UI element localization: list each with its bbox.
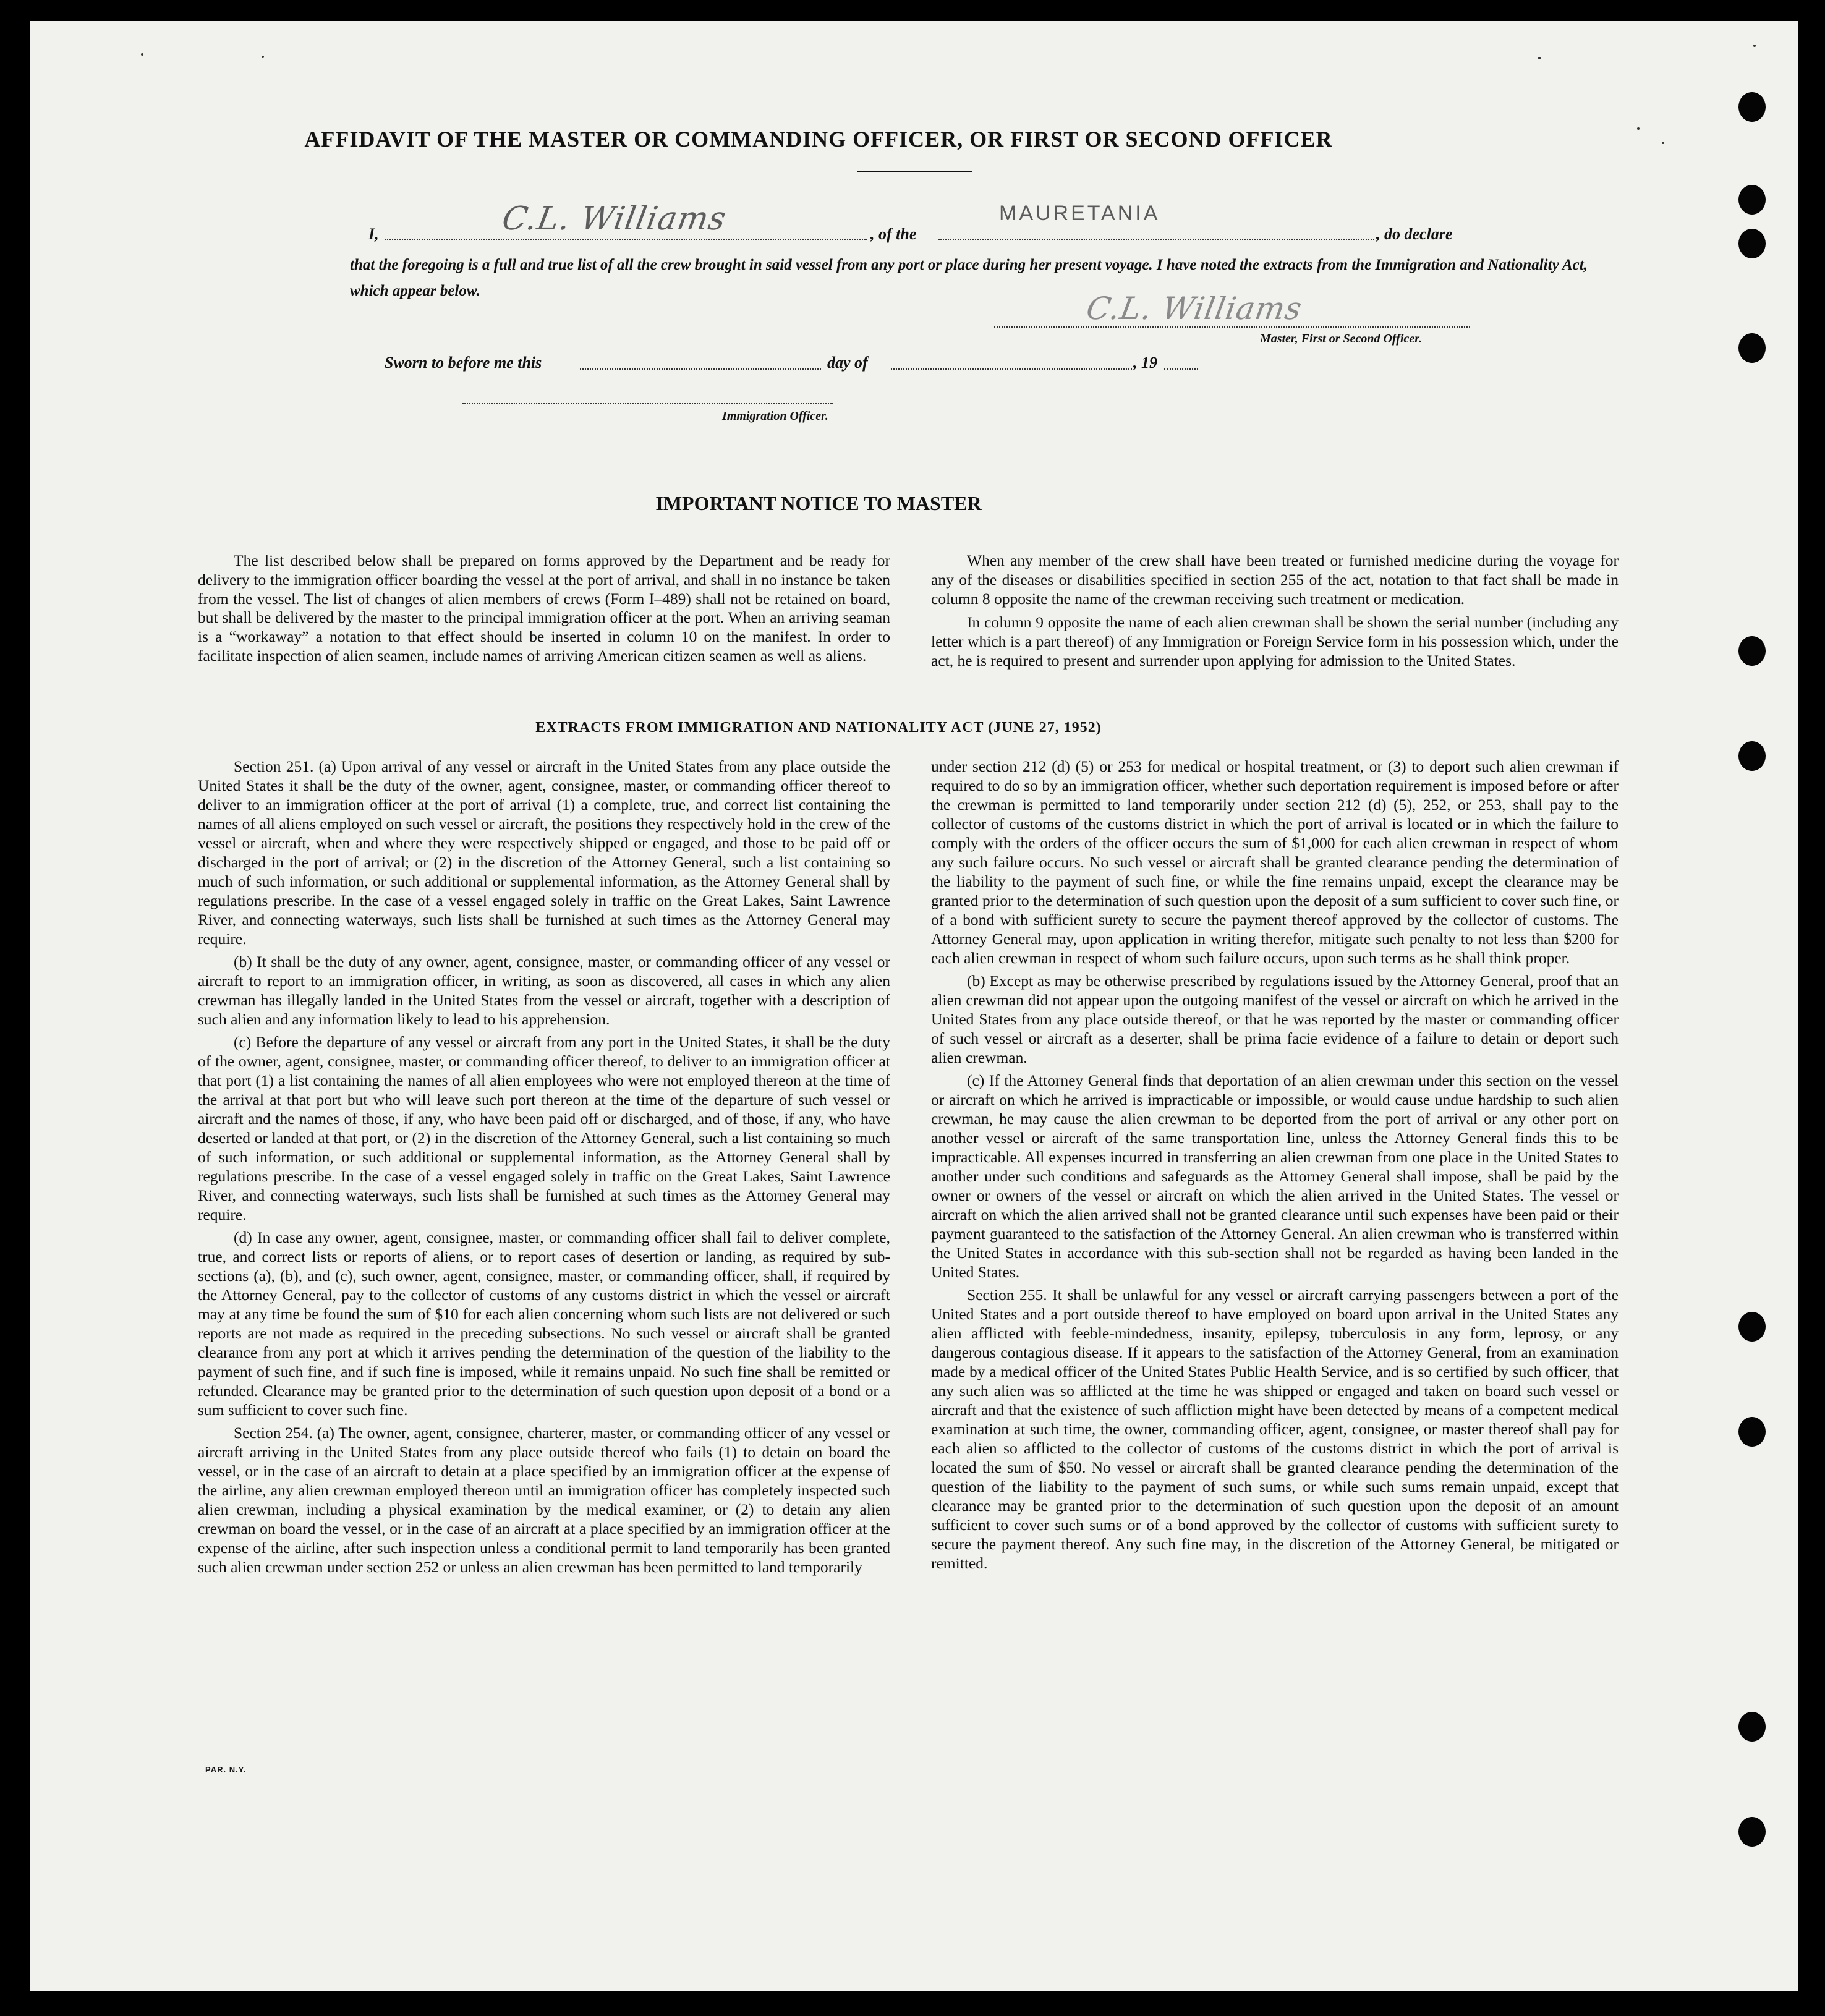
notice-left-column xyxy=(198,551,890,671)
punch-hole xyxy=(1738,636,1766,666)
speck xyxy=(1753,45,1756,47)
punch-hole xyxy=(1738,1417,1766,1447)
notice-paragraph: When any member of the crew shall have been treated or furnished medicine during the voyage for any of the diseases or disabilities specified in section 255 of the act, notation to that fact shall be made in column 8 opposite the name of the crewman receiving such treatment or medication. xyxy=(931,551,1619,608)
punch-hole xyxy=(1738,229,1766,258)
act-section-paragraph: under section 212 (d) (5) or 253 for medical or hospital treatment, or (3) to deport such alien crewman if required to do so by an immigration officer, whether such deportation requirement is imposed before or after the crewman is permitted to land temporarily under section 212 (d) (5), 252, or 253, shall pay to the collector of customs of the customs district in which the port of arrival is located or in which the failure to comply with the orders of the officer occurs the sum of $1,000 for each alien crewman in respect of whom any such failure occurs. No such vessel or aircraft shall be granted clearance pending the determination of the liability to the payment of such fine, or while the fine remains unpaid, except the clearance may be granted prior to the determination of such question upon the deposit of a sum sufficient to cover such fine, or of a bond with sufficient surety to secure the payment thereof approved by the collector of customs. The Attorney General may, upon application in writing therefor, mitigate such penalty to not less than $200 for each alien crewman in respect of whom such failure occurs, upon such terms as he shall think proper. xyxy=(931,757,1619,967)
sworn-text: Sworn to before me this xyxy=(385,354,542,372)
sworn-date-line xyxy=(580,368,821,370)
punch-hole xyxy=(1738,1817,1766,1847)
affidavit-title: AFFIDAVIT OF THE MASTER OR COMMANDING OFFICER, OR FIRST OR SECOND OFFICER xyxy=(304,127,1333,151)
punch-hole xyxy=(1738,92,1766,122)
extracts-title: EXTRACTS FROM IMMIGRATION AND NATIONALITY ACT (JUNE 27, 1952) xyxy=(535,720,1102,736)
act-section-paragraph: (c) Before the departure of any vessel or aircraft from any port in the United States, it shall be the duty of the owner, agent, consignee, master, or commanding officer thereof, to deliver to an immigration officer at that port (1) a list containing the names of all alien employees who were not employed thereon at the time of the arrival at that port but who will leave such port thereon at the time of the departure of such vessel or aircraft and the names of those, if any, who have been paid off or discharged, and of those, if any, who have deserted or landed at that port, or (2) in the discretion of the Attorney General, such a list containing so much of such information, or such additional or supplemental information, as the Attorney General shall by regulations prescribe. In the case of a vessel engaged solely in traffic on the Great Lakes, Saint Lawrence River, and connecting waterways, such lists shall be furnished at such times as the Attorney General may require. xyxy=(198,1033,890,1223)
notice-paragraph: In column 9 opposite the name of each alien crewman shall be shown the serial number (including any letter which is a part thereof) of any Immigration or Foreign Service form in his possession which, under the act, he is required to present and surrender upon applying for admission to the United States. xyxy=(931,613,1619,670)
year-prefix: , 19 xyxy=(1133,354,1157,372)
punch-hole xyxy=(1738,1712,1766,1742)
speck xyxy=(1662,142,1664,144)
notice-right-column xyxy=(931,551,1619,676)
title-rule xyxy=(857,171,972,172)
act-section-paragraph: Section 255. It shall be unlawful for any vessel or aircraft carrying passengers between a port of the United States and a port outside thereof to have employed on board upon arrival in the United States any alien afflicted with feeble-mindedness, insanity, epilepsy, tuberculosis in any form, leprosy, or any dangerous contagious disease. If it appears to the satisfaction of the Attorney General, from an examination made by a medical officer of the United States Public Health Service, and is so certified by such officer, that any such alien was so afflicted at the time he was shipped or engaged and taken on board such vessel or aircraft and that the existence of such affliction might have been detected by means of a competent medical examination at such time, the owner, commanding officer, agent, consignee, or master thereof shall pay for each alien so afflicted to the collector of customs of the customs district in which the port of arrival is located the sum of $50. No vessel or aircraft shall be granted clearance pending the determination of the question of the liability to the payment of such sums, or while such sums remain unpaid, except that clearance may be granted prior to the determination of such question upon the deposit of an amount sufficient to cover such sums or of a bond approved by the collector of customs with sufficient surety to secure the payment thereof. Any such fine may, in the discretion of the Attorney General, be mitigated or remitted. xyxy=(931,1286,1619,1572)
sworn-year-line xyxy=(1164,368,1198,370)
printer-mark: PAR. N.Y. xyxy=(205,1765,247,1774)
signature-repeat: C.L. Williams xyxy=(1083,291,1305,326)
immigration-officer-caption: Immigration Officer. xyxy=(722,409,828,423)
act-section-paragraph: Section 251. (a) Upon arrival of any vessel or aircraft in the United States from any place outside the United States it shall be the duty of the owner, agent, consignee, master, or commanding officer thereof to deliver to an immigration officer at the port of arrival (1) a complete, true, and correct list containing the names of all aliens employed on such vessel or aircraft, the positions they respectively hold in the crew of the vessel or aircraft, when and where they were respectively shipped or engaged, and those to be paid off or discharged in the port of arrival; or (2) in the discretion of the Attorney General, such a list containing so much of such information, or such additional or supplemental information, as the Attorney General shall by regulations prescribe. In the case of a vessel engaged solely in traffic on the Great Lakes, Saint Lawrence River, and connecting waterways, such lists shall be furnished at such times as the Attorney General may require. xyxy=(198,757,890,948)
officer-signature-line xyxy=(994,326,1470,328)
act-section-paragraph: (d) In case any owner, agent, consignee, master, or commanding officer shall fail to deliver complete, true, and correct lists or reports of aliens, or to report cases of desertion or landing, as required by sub-sections (a), (b), and (c), such owner, agent, consignee, master, or commanding officer, shall, if required by the Attorney General, pay to the collector of customs of any customs district in which the vessel or aircraft may at any time be found the sum of $10 for each alien concerning whom such lists are not delivered or such reports are not made as required in the preceding subsections. No such vessel or aircraft shall be granted clearance from any port at which it arrives pending the determination of the question of the liability to the payment of such fine, and if such fine is imposed, while it remains unpaid. No such fine shall be remitted or refunded. Clearance may be granted prior to the determination of such question upon deposit of a bond or a sum sufficient to cover such fine. xyxy=(198,1228,890,1419)
speck xyxy=(1637,127,1640,130)
notice-title: IMPORTANT NOTICE TO MASTER xyxy=(655,492,982,514)
day-of-text: day of xyxy=(827,354,868,372)
punch-hole xyxy=(1738,741,1766,771)
declaration-do-declare: , do declare xyxy=(1376,225,1453,243)
speck xyxy=(262,56,264,58)
declaration-body: that the foregoing is a full and true list of all the crew brought in said vessel from any port or place during her present voyage. I have noted the extracts from the Immigration and Nationality Act, which appear below. xyxy=(350,257,1588,299)
master-signature: C.L. Williams xyxy=(499,200,730,237)
punch-hole xyxy=(1738,1312,1766,1342)
speck xyxy=(141,53,143,56)
notice-paragraph: The list described below shall be prepared on forms approved by the Department and be ready for delivery to the immigration officer boarding the vessel at the port of arrival, and shall in no instance be taken from the vessel. The list of changes of alien members of crews (Form I–489) shall not be retained on board, but shall be delivered by the master to the principal immigration officer at the port. When an arriving seaman is a “workaway” a notation to that effect should be inserted in column 10 on the manifest. In order to facilitate inspection of alien seamen, include names of arriving American citizen seamen as well as aliens. xyxy=(198,551,890,665)
act-section-paragraph: (b) Except as may be otherwise prescribed by regulations issued by the Attorney General, proof that an alien crewman did not appear upon the outgoing manifest of the vessel or aircraft on which he arrived in the United States from any place outside thereof, or that he was reported by the master or commanding officer of such vessel or aircraft as a deserter, shall be prima facie evidence of a failure to detain or deport such alien crewman. xyxy=(931,972,1619,1066)
punch-hole xyxy=(1738,333,1766,363)
extracts-right-column xyxy=(931,757,1619,1576)
act-section-paragraph: Section 254. (a) The owner, agent, consignee, charterer, master, or commanding officer of any vessel or aircraft arriving in the United States from any place outside thereof who fails (1) to detain on board the vessel, or in the case of an aircraft to detain at a place specified by an immigration officer at the expense of the airline, any alien crewman employed thereon until an immigration officer has completely inspected such alien crewman, including a physical examination by the medical examiner, or (2) to detain any alien crewman on board the vessel, or in the case of an aircraft at a place specified by an immigration officer at the expense of the airline, after such inspection unless a conditional permit to land temporarily has been granted such alien crewman under section 252 or unless an alien crewman has been permitted to land temporarily xyxy=(198,1424,890,1576)
act-section-paragraph: (c) If the Attorney General finds that deportation of an alien crewman under this section on the vessel or aircraft on which he arrived is impracticable or impossible, or would cause undue hardship to such alien crewman, he may cause the alien crewman to be deported from the port of arrival or any other port on another vessel or aircraft of the same transportation line, unless the Attorney General finds this to be impracticable. All expenses incurred in transferring an alien crewman from one place in the United States to another under such conditions and safeguards as the Attorney General shall impose, shall be paid by the owner or owners of the vessel or aircraft on which the alien arrived in the United States. The vessel or aircraft on which the alien arrived shall not be granted clearance until such expenses have been paid or their payment guaranteed to the satisfaction of the Attorney General. An alien crewman who is transferred within the United States in accordance with this sub-section shall not be regarded as having been landed in the United States. xyxy=(931,1071,1619,1281)
master-signature-caption: Master, First or Second Officer. xyxy=(1260,332,1422,346)
document-page xyxy=(30,21,1798,1991)
punch-hole xyxy=(1738,185,1766,215)
sworn-month-line xyxy=(891,368,1132,370)
declaration-of-the: , of the xyxy=(870,225,917,243)
immigration-officer-line xyxy=(462,403,833,404)
vessel-name-stamp: MAURETANIA xyxy=(999,202,1160,225)
speck xyxy=(1538,57,1541,59)
declaration-i: I, xyxy=(368,225,379,243)
act-section-paragraph: (b) It shall be the duty of any owner, agent, consignee, master, or commanding officer of any vessel or aircraft to report to an immigration officer, in writing, as soon as discovered, all cases in which any alien crewman has illegally landed in the United States from the vessel or aircraft, together with a description of such alien and any information likely to lead to his apprehension. xyxy=(198,953,890,1028)
extracts-left-column xyxy=(198,757,890,1580)
master-name-line xyxy=(385,239,867,240)
vessel-name-line xyxy=(938,239,1374,240)
